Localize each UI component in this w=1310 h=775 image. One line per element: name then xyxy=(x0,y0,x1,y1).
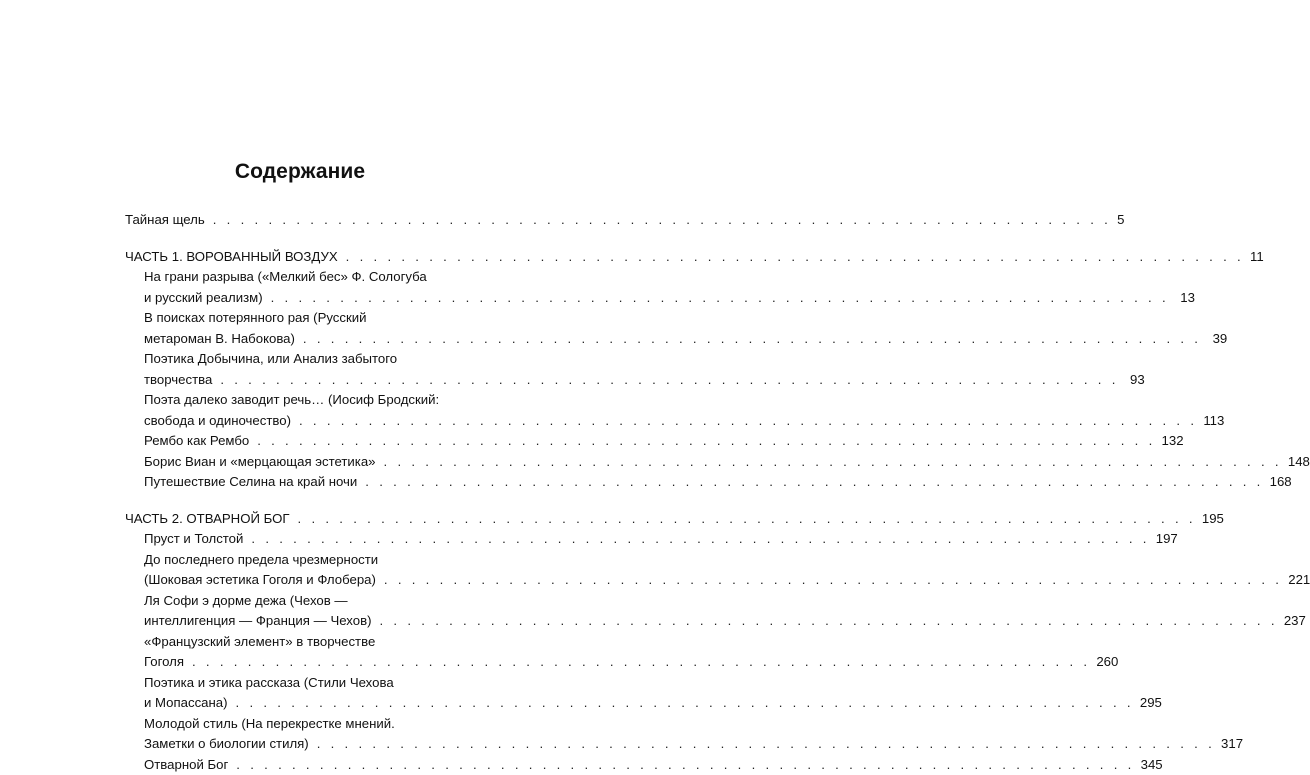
page-number: 132 xyxy=(1162,431,1184,452)
toc-part-1-heading[interactable] xyxy=(125,247,458,268)
entry-label: свобода и одиночество) xyxy=(144,411,291,432)
toc-entry[interactable] xyxy=(125,591,458,632)
page-number: 295 xyxy=(1140,693,1162,714)
page-number: 317 xyxy=(1221,734,1243,755)
entry-label: Борис Виан и «мерцающая эстетика» xyxy=(144,452,376,473)
entry-row xyxy=(125,370,458,391)
page-number: 237 xyxy=(1284,611,1306,632)
entry-label: Заметки о биологии стиля) xyxy=(144,734,309,755)
page-number: 11 xyxy=(1250,247,1264,268)
entry-row xyxy=(125,734,458,755)
toc-entry-intro[interactable] xyxy=(125,210,458,231)
entry-row xyxy=(125,693,458,714)
dot-leader: . . . . . . . . . . . . . . . . . . . . . . . . . . . . . . . . . . . . . . . . . . . . . . . . . . . . . . . . . . . . . . . . . xyxy=(376,452,1288,473)
toc-entry[interactable] xyxy=(125,673,458,714)
entry-row xyxy=(125,529,458,550)
entry-label: интеллигенция — Франция — Чехов) xyxy=(144,611,371,632)
entry-label: и Мопассана) xyxy=(144,693,228,714)
toc-entry[interactable] xyxy=(125,267,458,308)
section-gap xyxy=(125,493,458,509)
entry-row xyxy=(125,755,458,775)
toc-entry[interactable] xyxy=(125,390,458,431)
entry-label: Гоголя xyxy=(144,652,184,673)
part-title: ЧАСТЬ 1. ВОРОВАННЫЙ ВОЗДУХ xyxy=(125,247,338,268)
entry-label: Отварной Бог xyxy=(144,755,228,775)
entry-row xyxy=(125,411,458,432)
entry-title-line: Поэтика и этика рассказа (Стили Чехова xyxy=(125,673,458,694)
entry-label: Тайная щель xyxy=(125,210,205,231)
page-number: 39 xyxy=(1207,329,1227,350)
toc-entry[interactable] xyxy=(125,308,458,349)
entry-title-line: Молодой стиль (На перекрестке мнений. xyxy=(125,714,458,735)
toc-entry[interactable] xyxy=(125,755,458,775)
entry-row xyxy=(125,329,458,350)
toc-entry[interactable] xyxy=(125,529,458,550)
entry-label: Рембо как Рембо xyxy=(144,431,249,452)
toc-entry[interactable] xyxy=(125,431,458,452)
entry-label: творчества xyxy=(144,370,212,391)
dot-leader: . . . . . . . . . . . . . . . . . . . . . . . . . . . . . . . . . . . . . . . . . . . . . . . . . . . . . . . . . . . . . . . . . xyxy=(212,370,1124,391)
page-number: 113 xyxy=(1203,411,1224,432)
toc-entry[interactable] xyxy=(125,472,458,493)
entry-label: метароман В. Набокова) xyxy=(144,329,295,350)
entry-label: Пруст и Толстой xyxy=(144,529,243,550)
page-number: 93 xyxy=(1125,370,1145,391)
page-number: 221 xyxy=(1288,570,1310,591)
page-number: 168 xyxy=(1270,472,1292,493)
entry-label: и русский реализм) xyxy=(144,288,263,309)
toc-entry[interactable] xyxy=(125,714,458,755)
entry-row xyxy=(125,452,458,473)
dot-leader: . . . . . . . . . . . . . . . . . . . . . . . . . . . . . . . . . . . . . . . . . . . . . . . . . . . . . . . . . . . . . . . . . xyxy=(371,611,1283,632)
dot-leader: . . . . . . . . . . . . . . . . . . . . . . . . . . . . . . . . . . . . . . . . . . . . . . . . . . . . . . . . . . . . . . . . . xyxy=(243,529,1155,550)
page-number: 345 xyxy=(1141,755,1163,775)
toc-entry[interactable] xyxy=(125,632,458,673)
part-title: ЧАСТЬ 2. ОТВАРНОЙ БОГ xyxy=(125,509,290,530)
dot-leader: . . . . . . . . . . . . . . . . . . . . . . . . . . . . . . . . . . . . . . . . . . . . . . . . . . . . . . . . . . . . . . . . . xyxy=(228,755,1140,775)
page-title: Содержание xyxy=(0,156,600,188)
entry-title-line: «Французский элемент» в творчестве xyxy=(125,632,458,653)
dot-leader: . . . . . . . . . . . . . . . . . . . . . . . . . . . . . . . . . . . . . . . . . . . . . . . . . . . . . . . . . . . . . . . . . xyxy=(309,734,1221,755)
entry-title-line: До последнего предела чрезмерности xyxy=(125,550,458,571)
entry-row xyxy=(125,652,458,673)
toc-entry[interactable] xyxy=(125,349,458,390)
entry-label: Путешествие Селина на край ночи xyxy=(144,472,357,493)
entry-row xyxy=(125,288,458,309)
dot-leader: . . . . . . . . . . . . . . . . . . . . . . . . . . . . . . . . . . . . . . . . . . . . . . . . . . . . . . . . . . . . . . . . . xyxy=(228,693,1140,714)
dot-leader: . . . . . . . . . . . . . . . . . . . . . . . . . . . . . . . . . . . . . . . . . . . . . . . . . . . . . . . . . . . . . . . . . xyxy=(338,247,1250,268)
entry-title-line: В поисках потерянного рая (Русский xyxy=(125,308,458,329)
entry-row xyxy=(125,611,458,632)
dot-leader: . . . . . . . . . . . . . . . . . . . . . . . . . . . . . . . . . . . . . . . . . . . . . . . . . . . . . . . . . . . . . . . . . xyxy=(291,411,1203,432)
section-gap xyxy=(125,231,458,247)
dot-leader: . . . . . . . . . . . . . . . . . . . . . . . . . . . . . . . . . . . . . . . . . . . . . . . . . . . . . . . . . . . . . . . . . xyxy=(263,288,1175,309)
page-number: 195 xyxy=(1202,509,1224,530)
entry-row xyxy=(125,570,458,591)
entry-title-line: Ля Софи э дорме дежа (Чехов — xyxy=(125,591,458,612)
entry-label: (Шоковая эстетика Гоголя и Флобера) xyxy=(144,570,376,591)
entry-title-line: Поэтика Добычина, или Анализ забытого xyxy=(125,349,458,370)
dot-leader: . . . . . . . . . . . . . . . . . . . . . . . . . . . . . . . . . . . . . . . . . . . . . . . . . . . . . . . . . . . . . . . . . xyxy=(290,509,1202,530)
entry-row xyxy=(125,431,458,452)
dot-leader: . . . . . . . . . . . . . . . . . . . . . . . . . . . . . . . . . . . . . . . . . . . . . . . . . . . . . . . . . . . . . . . . . xyxy=(184,652,1096,673)
page-number: 260 xyxy=(1096,652,1118,673)
toc-part-1-items xyxy=(125,267,458,493)
toc-part-2-heading[interactable] xyxy=(125,509,458,530)
entry-title-line: Поэта далеко заводит речь… (Иосиф Бродский: xyxy=(125,390,458,411)
toc-part-2-items xyxy=(125,529,458,775)
page-number: 197 xyxy=(1156,529,1178,550)
dot-leader: . . . . . . . . . . . . . . . . . . . . . . . . . . . . . . . . . . . . . . . . . . . . . . . . . . . . . . . . . . . . . . . . . xyxy=(376,570,1288,591)
toc-entry[interactable] xyxy=(125,452,458,473)
table-of-contents xyxy=(125,210,458,775)
page-number: 5 xyxy=(1117,210,1124,231)
page-number: 13 xyxy=(1175,288,1195,309)
dot-leader: . . . . . . . . . . . . . . . . . . . . . . . . . . . . . . . . . . . . . . . . . . . . . . . . . . . . . . . . . . . . . . . . . xyxy=(205,210,1117,231)
page-number: 148 xyxy=(1288,452,1310,473)
dot-leader: . . . . . . . . . . . . . . . . . . . . . . . . . . . . . . . . . . . . . . . . . . . . . . . . . . . . . . . . . . . . . . . . . xyxy=(249,431,1161,452)
dot-leader: . . . . . . . . . . . . . . . . . . . . . . . . . . . . . . . . . . . . . . . . . . . . . . . . . . . . . . . . . . . . . . . . . xyxy=(357,472,1269,493)
toc-entry[interactable] xyxy=(125,550,458,591)
toc-page xyxy=(0,0,600,750)
entry-title-line: На грани разрыва («Мелкий бес» Ф. Сологуба xyxy=(125,267,458,288)
entry-row xyxy=(125,472,458,493)
dot-leader: . . . . . . . . . . . . . . . . . . . . . . . . . . . . . . . . . . . . . . . . . . . . . . . . . . . . . . . . . . . . . . . . . xyxy=(295,329,1207,350)
